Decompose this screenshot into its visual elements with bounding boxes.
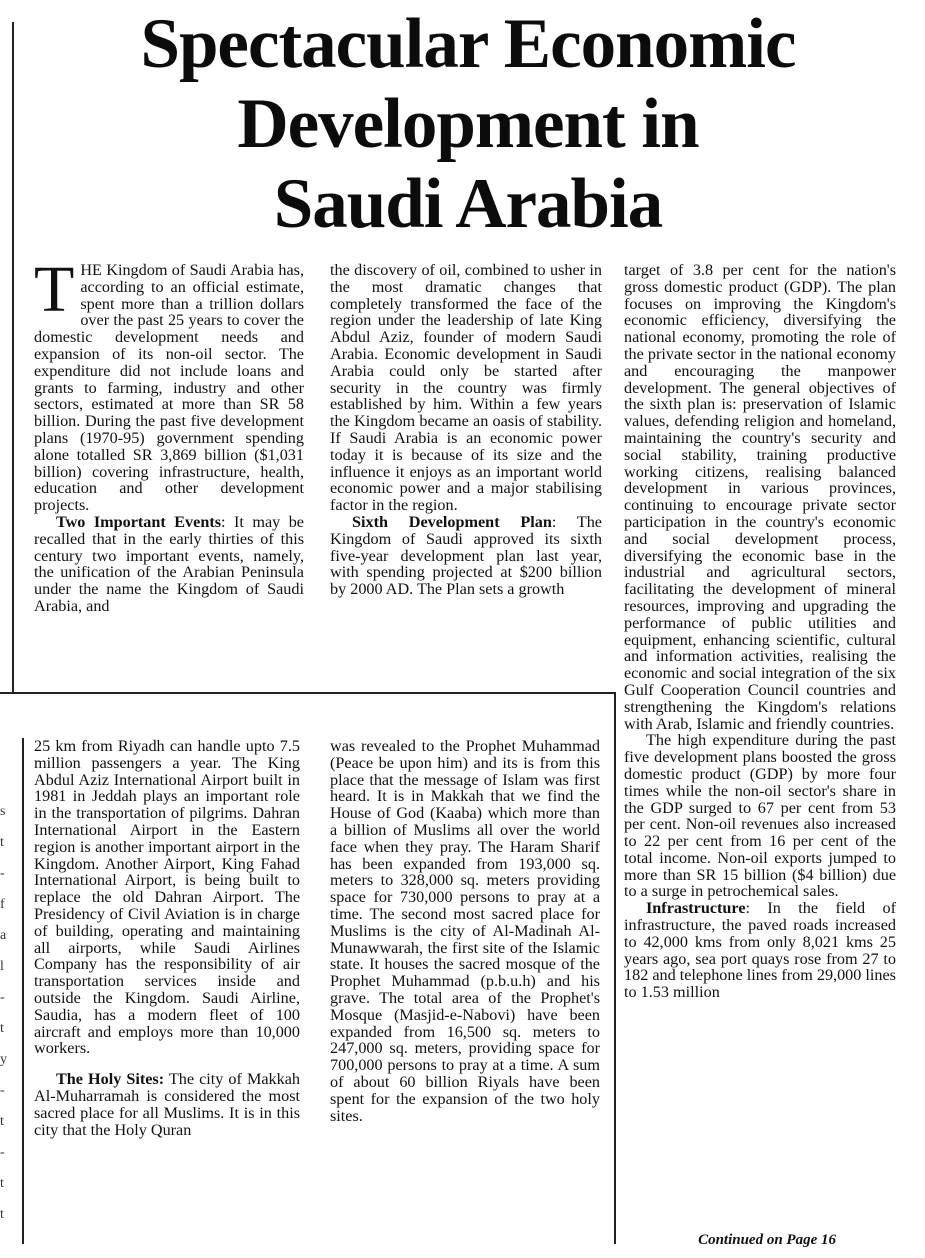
horizontal-divider-rule xyxy=(0,692,616,694)
paragraph-text: : It may be recalled that in the early thirties of this century two important events, namely, the unification of the Arabian Peninsula under the name the Kingdom of Saudi Arabia, and xyxy=(34,512,304,615)
article-column-3 xyxy=(624,262,896,1230)
edge-letter: t xyxy=(0,1207,4,1222)
headline-line-2: Development in xyxy=(237,85,699,163)
article-paragraph xyxy=(34,1071,300,1138)
article-paragraph: was revealed to the Prophet Muhammad (Peace be upon him) and its is from this place that the message of Islam was first heard. It is in Makkah that we find the House of God (Kaaba) which more than a billion of Muslims all over the world face when they pray. The Haram Sharif has been expanded from 193,000 sq. meters to 328,000 sq. meters providing space for 730,000 persons to pray at a time. The second most sacred place for Muslims is the city of Al-Madinah Al-Munawwarah, the first site of the Islamic state. It houses the sacred mosque of the Prophet Muhammad (p.b.u.h) and his grave. The total area of the Prophet's Mosque (Masjid-e-Nabovi) have been expanded from 16,500 sq. meters to 247,000 sq. meters, providing space for 700,000 persons to pray at a time. A sum of about 60 billion Riyals have been spent for the expansion of the two holy sites. xyxy=(330,738,600,1125)
subheading-the-holy-sites: The Holy Sites: xyxy=(56,1070,165,1089)
paragraph-text: The city of Makkah Al-Muharramah is considered the most sacred place for all Muslims. It is in this city that the Holy Quran xyxy=(34,1070,300,1139)
article-column-2 xyxy=(330,262,602,690)
subheading-two-important-events: Two Important Events xyxy=(56,512,222,531)
article-paragraph xyxy=(34,262,304,514)
subheading-infrastructure: Infrastructure xyxy=(646,899,746,918)
column-divider-rule xyxy=(614,692,616,1244)
article-paragraph xyxy=(624,900,896,1001)
bottom-left-rule xyxy=(22,738,24,1244)
article-paragraph: The high expenditure during the past five development plans boosted the gross domestic product (GDP) by more four times while the non-oil sector's share in the GDP surged to 67 per cent from 53 per cent. Non-oil revenues also increased to 22 per cent from 16 per cent of the total income. Non-oil exports jumped to more than SR 15 billion ($4 billion) due to a surge in petrochemical sales. xyxy=(624,731,896,901)
article-column-1 xyxy=(34,262,304,690)
edge-letter: y xyxy=(0,1052,7,1067)
headline xyxy=(28,4,908,244)
adjacent-article-edge xyxy=(0,796,10,1230)
edge-letter: f xyxy=(0,897,5,912)
article-column-5 xyxy=(330,738,600,1244)
article-paragraph: target of 3.8 per cent for the nation's gross domestic product (GDP). The plan focuses on improving the Kingdom's economic efficiency, diversifying the national economy, promoting the role of the private sector in the national economy and encouraging the manpower development. The general objectives of the sixth plan is: preservation of Islamic values, defending religion and homeland, maintaining the country's security and social stability, training productive working citizens, realising balanced development in various provinces, continuing to encourage private sector participation in the country's economic and social development process, diversifying the economic base in the industrial and agricultural sectors, facilitating the development of mineral resources, improving and upgrading the performance of public utilities and equipment, enhancing scientific, cultural and information activities, realising the economic and social integration of the six Gulf Cooperation Council countries and strengthening the Kingdom's relations with Arab, Islamic and friendly countries. xyxy=(624,262,896,733)
paragraph-text: : The Kingdom of Saudi approved its sixth five-year development plan last year, with spending projected at $200 billion by 2000 AD. The Plan sets a growth xyxy=(330,512,602,599)
continued-on-page-note: Continued on Page 16 xyxy=(698,1232,836,1248)
article-paragraph xyxy=(34,514,304,615)
headline-line-1: Spectacular Economic xyxy=(140,5,796,83)
edge-letter: - xyxy=(0,1083,5,1098)
left-margin-rule xyxy=(12,22,14,692)
paragraph-text: HE Kingdom of Saudi Arabia has, according to an official estimate, spent more than a trillion dollars over the past 25 years to cover the domestic development needs and expansion of its non-oil sector. The expenditure did not include loans and grants to farming, industry and other sectors, estimated at more than SR 58 billion. During the past five development plans (1970-95) government spending alone totalled SR 3,869 billion ($1,031 billion) covering infrastructure, health, education and other development projects. xyxy=(34,262,304,515)
edge-letter: t xyxy=(0,835,4,850)
article-paragraph: the discovery of oil, combined to usher in the most dramatic changes that completely transformed the face of the region under the leadership of late King Abdul Aziz, founder of modern Saudi Arabia. Economic development in Saudi Arabia could only be started after security in the country was firmly established by him. Within a few years the Kingdom became an oasis of stability. If Saudi Arabia is an economic power today it is because of its size and the influence it enjoys as an important world economic power and a major stabilising factor in the region. xyxy=(330,262,602,515)
edge-letter: t xyxy=(0,1176,4,1191)
article-paragraph: 25 km from Riyadh can handle upto 7.5 million passengers a year. The King Abdul Aziz International Airport built in 1981 in Jeddah plays an important role in the transportation of pilgrims. Dahran International Airport in the Eastern region is another important airport in the Kingdom. Another Airport, King Fahad International Airport, is being built to replace the old Dahran Airport. The Presidency of Civil Aviation is in charge of building, operating and maintaining all airports, while Saudi Airlines Company has the responsibility of air transportation services inside and outside the Kingdom. Saudi Airline, Saudia, has a modern fleet of 100 aircraft and employs more than 10,000 workers. xyxy=(34,738,300,1058)
edge-letter: t xyxy=(0,1114,4,1129)
edge-letter: t xyxy=(0,1021,4,1036)
paragraph-text: : In the field of infrastructure, the paved roads increased to 42,000 kms from only 8,021 kms 25 years ago, sea port quays rose from 27 to 182 and telephone lines from 29,000 lines to 1.53 million xyxy=(624,899,896,1002)
edge-letter: - xyxy=(0,990,5,1005)
headline-line-3: Saudi Arabia xyxy=(273,165,663,243)
edge-letter: - xyxy=(0,866,5,881)
edge-letter: s xyxy=(0,804,6,819)
article-paragraph xyxy=(330,514,602,598)
edge-letter: a xyxy=(0,928,7,943)
edge-letter: l xyxy=(0,959,4,974)
edge-letter: - xyxy=(0,1145,5,1160)
drop-cap: T xyxy=(34,262,75,326)
subheading-sixth-development-plan: Sixth Development Plan xyxy=(352,512,552,531)
article-column-4 xyxy=(34,738,300,1244)
